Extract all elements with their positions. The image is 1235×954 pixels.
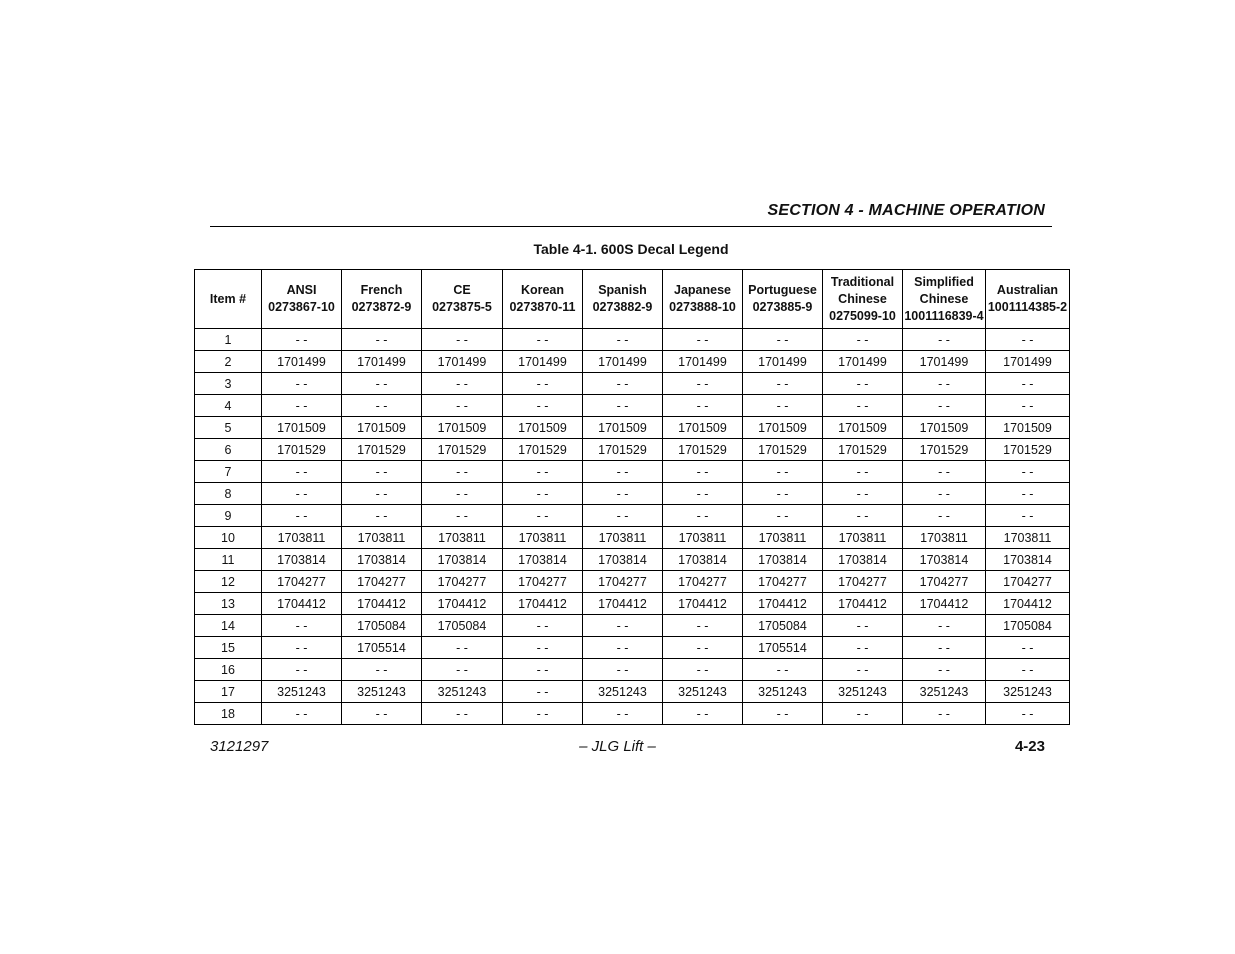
decal-number-cell: 1704277: [663, 571, 743, 593]
column-header-line: 0273882-9: [592, 300, 653, 314]
decal-number-cell: - -: [903, 483, 986, 505]
table-row: [195, 373, 1070, 395]
decal-number-cell: 3251243: [903, 681, 986, 703]
decal-number-cell: 1704277: [743, 571, 823, 593]
table-row: [195, 483, 1070, 505]
decal-number-cell: 1701499: [663, 351, 743, 373]
decal-number-cell: - -: [422, 659, 503, 681]
decal-number-cell: 1701529: [823, 439, 903, 461]
decal-number-cell: 3251243: [663, 681, 743, 703]
decal-number-cell: 1704412: [743, 593, 823, 615]
table-row: [195, 703, 1070, 725]
decal-number-cell: 1705514: [743, 637, 823, 659]
decal-number-cell: 1704277: [583, 571, 663, 593]
decal-number-cell: - -: [823, 659, 903, 681]
decal-number-cell: - -: [262, 395, 342, 417]
item-number-cell: 7: [195, 461, 262, 483]
decal-number-cell: 3251243: [986, 681, 1070, 703]
decal-number-cell: 1701509: [583, 417, 663, 439]
decal-number-cell: - -: [743, 461, 823, 483]
decal-number-cell: 1704277: [903, 571, 986, 593]
decal-number-cell: - -: [903, 505, 986, 527]
item-number-cell: 13: [195, 593, 262, 615]
column-header: [986, 270, 1070, 329]
column-header-line: CE: [453, 283, 471, 297]
decal-number-cell: - -: [903, 615, 986, 637]
decal-number-cell: - -: [743, 395, 823, 417]
decal-number-cell: - -: [262, 373, 342, 395]
table-row: [195, 659, 1070, 681]
decal-number-cell: 1703811: [583, 527, 663, 549]
item-number-cell: 18: [195, 703, 262, 725]
header-row: [195, 270, 1070, 329]
table-row: [195, 637, 1070, 659]
decal-number-cell: - -: [503, 703, 583, 725]
decal-number-cell: - -: [422, 483, 503, 505]
decal-number-cell: 1701509: [342, 417, 422, 439]
decal-number-cell: 1703814: [743, 549, 823, 571]
column-header-line: Korean: [520, 283, 565, 297]
decal-number-cell: 1703811: [503, 527, 583, 549]
decal-number-cell: 1701529: [986, 439, 1070, 461]
decal-number-cell: 1701529: [583, 439, 663, 461]
table-row: [195, 527, 1070, 549]
decal-number-cell: - -: [663, 615, 743, 637]
column-header-line: Portuguese: [748, 283, 817, 297]
decal-number-cell: - -: [663, 483, 743, 505]
decal-number-cell: - -: [422, 637, 503, 659]
decal-number-cell: 1705084: [986, 615, 1070, 637]
table-header: [195, 270, 1070, 329]
decal-number-cell: 1701529: [503, 439, 583, 461]
item-number-cell: 14: [195, 615, 262, 637]
table-row: [195, 681, 1070, 703]
decal-number-cell: - -: [663, 373, 743, 395]
decal-number-cell: 1704412: [342, 593, 422, 615]
decal-number-cell: 1705084: [422, 615, 503, 637]
decal-number-cell: 1701529: [422, 439, 503, 461]
decal-number-cell: - -: [663, 329, 743, 351]
table-row: [195, 571, 1070, 593]
decal-number-cell: 1701529: [903, 439, 986, 461]
column-header-line: Australian: [996, 283, 1059, 297]
decal-number-cell: - -: [986, 395, 1070, 417]
decal-number-cell: 1704277: [262, 571, 342, 593]
column-header-line: 0275099-10: [829, 308, 896, 323]
column-header-line: Item #: [209, 291, 247, 306]
decal-number-cell: - -: [583, 329, 663, 351]
table-body: [195, 329, 1070, 725]
item-number-cell: 10: [195, 527, 262, 549]
decal-number-cell: 1703814: [503, 549, 583, 571]
decal-number-cell: 1704277: [503, 571, 583, 593]
column-header-line: Chinese: [919, 291, 969, 306]
decal-number-cell: - -: [583, 659, 663, 681]
table-row: [195, 505, 1070, 527]
decal-number-cell: - -: [503, 329, 583, 351]
column-header: [262, 270, 342, 329]
decal-number-cell: - -: [743, 703, 823, 725]
decal-number-cell: 1701509: [743, 417, 823, 439]
decal-number-cell: - -: [986, 703, 1070, 725]
decal-number-cell: - -: [342, 703, 422, 725]
item-number-cell: 1: [195, 329, 262, 351]
decal-number-cell: - -: [342, 329, 422, 351]
decal-number-cell: - -: [823, 637, 903, 659]
decal-number-cell: - -: [342, 659, 422, 681]
decal-number-cell: 1701499: [903, 351, 986, 373]
decal-number-cell: 3251243: [262, 681, 342, 703]
decal-number-cell: - -: [422, 703, 503, 725]
column-header: [195, 270, 262, 329]
section-title: SECTION 4 - MACHINE OPERATION: [767, 202, 1045, 219]
column-header: [422, 270, 503, 329]
decal-number-cell: - -: [262, 329, 342, 351]
decal-number-cell: 1704412: [503, 593, 583, 615]
decal-number-cell: - -: [262, 461, 342, 483]
decal-number-cell: 1701509: [823, 417, 903, 439]
decal-number-cell: 3251243: [422, 681, 503, 703]
decal-number-cell: - -: [663, 659, 743, 681]
decal-number-cell: - -: [583, 505, 663, 527]
decal-number-cell: - -: [743, 329, 823, 351]
decal-number-cell: - -: [583, 483, 663, 505]
decal-number-cell: - -: [503, 505, 583, 527]
decal-number-cell: - -: [262, 483, 342, 505]
decal-number-cell: - -: [663, 703, 743, 725]
column-header-line: 0273888-10: [669, 300, 736, 314]
decal-number-cell: 1703814: [262, 549, 342, 571]
decal-number-cell: - -: [903, 461, 986, 483]
decal-number-cell: 1704277: [422, 571, 503, 593]
decal-number-cell: 1703811: [823, 527, 903, 549]
decal-number-cell: - -: [986, 373, 1070, 395]
decal-number-cell: - -: [903, 373, 986, 395]
decal-number-cell: 1705514: [342, 637, 422, 659]
decal-number-cell: 3251243: [583, 681, 663, 703]
decal-number-cell: - -: [262, 505, 342, 527]
decal-number-cell: 1701509: [503, 417, 583, 439]
column-header-line: Spanish: [598, 283, 647, 297]
decal-number-cell: - -: [986, 461, 1070, 483]
decal-number-cell: - -: [342, 461, 422, 483]
decal-number-cell: 1701509: [262, 417, 342, 439]
column-header: [583, 270, 663, 329]
column-header: [503, 270, 583, 329]
decal-number-cell: 1701499: [583, 351, 663, 373]
page-number: 4-23: [1014, 738, 1045, 755]
decal-number-cell: - -: [503, 483, 583, 505]
column-header: [903, 270, 986, 329]
decal-number-cell: 1701509: [422, 417, 503, 439]
decal-number-cell: 1704412: [663, 593, 743, 615]
decal-number-cell: 1703811: [986, 527, 1070, 549]
decal-number-cell: 1703814: [986, 549, 1070, 571]
decal-number-cell: 1701499: [823, 351, 903, 373]
decal-number-cell: - -: [583, 373, 663, 395]
decal-number-cell: 1703814: [583, 549, 663, 571]
decal-number-cell: 1703814: [903, 549, 986, 571]
table-row: [195, 615, 1070, 637]
decal-number-cell: - -: [823, 329, 903, 351]
decal-number-cell: - -: [986, 659, 1070, 681]
decal-number-cell: - -: [903, 329, 986, 351]
decal-number-cell: - -: [663, 637, 743, 659]
table-row: [195, 351, 1070, 373]
item-number-cell: 5: [195, 417, 262, 439]
decal-number-cell: - -: [663, 505, 743, 527]
decal-number-cell: 1704412: [903, 593, 986, 615]
decal-number-cell: - -: [743, 373, 823, 395]
item-number-cell: 15: [195, 637, 262, 659]
decal-number-cell: - -: [583, 461, 663, 483]
table-row: [195, 593, 1070, 615]
decal-number-cell: 1701529: [342, 439, 422, 461]
decal-number-cell: 1701529: [743, 439, 823, 461]
decal-number-cell: - -: [342, 505, 422, 527]
decal-number-cell: 1701499: [503, 351, 583, 373]
column-header-line: 1001114385-2: [987, 300, 1068, 314]
decal-number-cell: 1703811: [422, 527, 503, 549]
decal-number-cell: - -: [583, 637, 663, 659]
decal-number-cell: 1704277: [823, 571, 903, 593]
item-number-cell: 12: [195, 571, 262, 593]
column-header: [663, 270, 743, 329]
decal-number-cell: - -: [823, 615, 903, 637]
decal-number-cell: 3251243: [342, 681, 422, 703]
footer-brand: – JLG Lift –: [579, 738, 656, 755]
item-number-cell: 4: [195, 395, 262, 417]
column-header-line: 0273885-9: [752, 300, 813, 314]
decal-number-cell: 1703811: [903, 527, 986, 549]
decal-number-cell: 1704412: [262, 593, 342, 615]
item-number-cell: 2: [195, 351, 262, 373]
decal-number-cell: 1701499: [342, 351, 422, 373]
decal-number-cell: - -: [583, 703, 663, 725]
item-number-cell: 11: [195, 549, 262, 571]
column-header: [743, 270, 823, 329]
table-row: [195, 395, 1070, 417]
decal-number-cell: - -: [903, 637, 986, 659]
decal-number-cell: 1703811: [342, 527, 422, 549]
decal-number-cell: - -: [583, 615, 663, 637]
decal-number-cell: - -: [422, 505, 503, 527]
decal-number-cell: 1704277: [342, 571, 422, 593]
decal-number-cell: - -: [503, 615, 583, 637]
column-header-line: French: [360, 283, 403, 297]
decal-number-cell: 1703814: [422, 549, 503, 571]
item-number-cell: 16: [195, 659, 262, 681]
decal-number-cell: - -: [663, 395, 743, 417]
decal-number-cell: 1701509: [986, 417, 1070, 439]
decal-number-cell: - -: [823, 703, 903, 725]
decal-number-cell: 1704412: [583, 593, 663, 615]
decal-number-cell: - -: [986, 483, 1070, 505]
decal-number-cell: 1701529: [262, 439, 342, 461]
decal-number-cell: - -: [503, 373, 583, 395]
decal-number-cell: - -: [342, 483, 422, 505]
decal-number-cell: - -: [986, 637, 1070, 659]
table-row: [195, 461, 1070, 483]
decal-number-cell: - -: [422, 461, 503, 483]
decal-number-cell: 1705084: [342, 615, 422, 637]
column-header: [342, 270, 422, 329]
column-header-line: Chinese: [838, 291, 887, 306]
decal-number-cell: 1704412: [823, 593, 903, 615]
table-row: [195, 549, 1070, 571]
decal-number-cell: 1701499: [262, 351, 342, 373]
decal-number-cell: - -: [503, 395, 583, 417]
decal-number-cell: - -: [342, 373, 422, 395]
column-header-line: Traditional: [830, 274, 895, 289]
decal-number-cell: 1705084: [743, 615, 823, 637]
decal-number-cell: - -: [503, 659, 583, 681]
decal-number-cell: - -: [583, 395, 663, 417]
decal-number-cell: - -: [823, 505, 903, 527]
decal-number-cell: 1701509: [663, 417, 743, 439]
decal-number-cell: - -: [503, 681, 583, 703]
decal-number-cell: - -: [262, 703, 342, 725]
column-header-line: Simplified: [914, 274, 974, 289]
column-header-line: Japanese: [674, 283, 731, 297]
decal-number-cell: - -: [903, 395, 986, 417]
decal-number-cell: 1704412: [422, 593, 503, 615]
decal-number-cell: - -: [823, 461, 903, 483]
decal-number-cell: 1703811: [663, 527, 743, 549]
table-row: [195, 329, 1070, 351]
decal-number-cell: 1703814: [663, 549, 743, 571]
decal-number-cell: - -: [422, 395, 503, 417]
decal-number-cell: - -: [262, 659, 342, 681]
item-number-cell: 9: [195, 505, 262, 527]
decal-number-cell: - -: [663, 461, 743, 483]
decal-number-cell: - -: [743, 659, 823, 681]
decal-number-cell: - -: [903, 703, 986, 725]
decal-number-cell: - -: [503, 637, 583, 659]
decal-number-cell: - -: [903, 659, 986, 681]
table-caption: Table 4-1. 600S Decal Legend: [533, 241, 729, 257]
decal-number-cell: 1703814: [342, 549, 422, 571]
decal-number-cell: - -: [262, 615, 342, 637]
decal-number-cell: - -: [262, 637, 342, 659]
decal-number-cell: - -: [422, 329, 503, 351]
decal-number-cell: - -: [823, 373, 903, 395]
decal-number-cell: - -: [743, 483, 823, 505]
column-header-line: 0273867-10: [268, 300, 335, 314]
item-number-cell: 6: [195, 439, 262, 461]
decal-number-cell: 1701509: [903, 417, 986, 439]
decal-number-cell: - -: [503, 461, 583, 483]
decal-number-cell: - -: [986, 329, 1070, 351]
decal-number-cell: - -: [823, 395, 903, 417]
decal-number-cell: 3251243: [823, 681, 903, 703]
table-row: [195, 439, 1070, 461]
decal-number-cell: - -: [743, 505, 823, 527]
decal-number-cell: 1701499: [422, 351, 503, 373]
item-number-cell: 8: [195, 483, 262, 505]
decal-number-cell: 1703814: [823, 549, 903, 571]
item-number-cell: 17: [195, 681, 262, 703]
decal-number-cell: - -: [342, 395, 422, 417]
decal-number-cell: 3251243: [743, 681, 823, 703]
column-header-line: 0273870-11: [509, 300, 576, 314]
decal-number-cell: - -: [422, 373, 503, 395]
decal-number-cell: 1701499: [743, 351, 823, 373]
column-header-line: ANSI: [286, 283, 317, 297]
section-header: [210, 200, 1052, 227]
table-row: [195, 417, 1070, 439]
decal-number-cell: 1704412: [986, 593, 1070, 615]
decal-legend-table: [194, 269, 1070, 725]
column-header-line: 0273872-9: [351, 300, 412, 314]
document-number: 3121297: [210, 738, 269, 755]
column-header: [823, 270, 903, 329]
decal-number-cell: - -: [823, 483, 903, 505]
decal-number-cell: 1701499: [986, 351, 1070, 373]
decal-number-cell: 1704277: [986, 571, 1070, 593]
item-number-cell: 3: [195, 373, 262, 395]
decal-number-cell: 1703811: [743, 527, 823, 549]
decal-number-cell: 1701529: [663, 439, 743, 461]
column-header-line: 1001116839-4: [904, 308, 984, 323]
decal-number-cell: 1703811: [262, 527, 342, 549]
decal-number-cell: - -: [986, 505, 1070, 527]
column-header-line: 0273875-5: [432, 300, 492, 314]
